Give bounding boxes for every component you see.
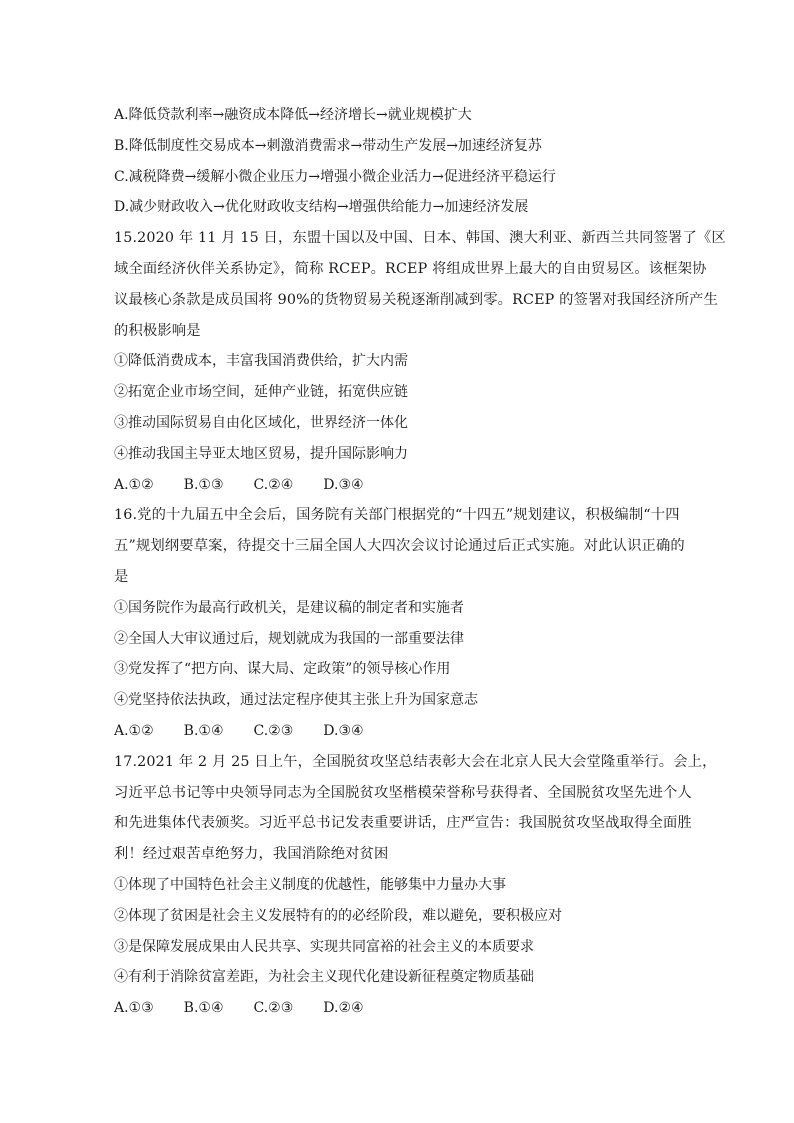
question-17: [114, 747, 717, 1024]
answer-choice-a: A.①②: [114, 722, 154, 739]
question-stem-line: 议最核心条款是成员国将 90%的货物贸易关税逐渐削减到零。RCEP 的签署对我国经济所产生: [114, 291, 719, 308]
question-stem-line: 16.党的十九届五中全会后，国务院有关部门根据党的“十四五”规划建议，积极编制“十四: [114, 507, 680, 524]
statement-item: ②拓宽企业市场空间，延伸产业链，拓宽供应链: [114, 384, 408, 401]
option-a: A.降低贷款利率→融资成本降低→经济增长→就业规模扩大: [114, 107, 472, 123]
answer-choice-c: C.②③: [253, 722, 294, 739]
option-d: D.减少财政收入→优化财政收支结构→增强供给能力→加速经济发展: [114, 199, 529, 216]
answer-choice-b: B.①④: [183, 1000, 224, 1017]
question-14-options: [114, 100, 684, 223]
statement-item: ③是保障发展成果由人民共享、实现共同富裕的社会主义的本质要求: [114, 938, 534, 955]
answer-choice-a: A.①③: [114, 1000, 154, 1017]
statement-item: ③推动国际贸易自由化区域化，世界经济一体化: [114, 414, 408, 431]
answer-choice-b: B.①④: [183, 722, 224, 739]
answer-choice-d: D.③④: [323, 722, 364, 739]
statement-item: ①体现了中国特色社会主义制度的优越性，能够集中力量办大事: [114, 876, 506, 893]
question-stem-line: 五”规划纲要草案，待提交十三届全国人大四次会议讨论通过后正式实施。对此认识正确的: [114, 538, 685, 555]
answer-choice-c: C.②④: [253, 476, 294, 493]
statement-item: ④推动我国主导亚太地区贸易，提升国际影响力: [114, 445, 408, 462]
statement-item: ④党坚持依法执政，通过法定程序使其主张上升为国家意志: [114, 692, 478, 709]
exam-page: [114, 100, 726, 1024]
answer-choice-d: D.②④: [323, 1000, 364, 1017]
statement-item: ②全国人大审议通过后，规划就成为我国的一部重要法律: [114, 630, 464, 647]
question-16: [114, 500, 684, 746]
question-stem-line: 的积极影响是: [114, 322, 201, 339]
answer-choices: [114, 993, 684, 1024]
option-b: B.降低制度性交易成本→刺激消费需求→带动生产发展→加速经济复苏: [114, 137, 542, 154]
question-stem-line: 域全面经济伙伴关系协定》，简称 RCEP。RCEP 将组成世界上最大的自由贸易区。该框架协: [114, 260, 707, 277]
answer-choice-b: B.①③: [183, 476, 224, 493]
answer-choice-a: A.①②: [114, 476, 154, 493]
answer-choices: [114, 716, 684, 747]
question-stem-line: 15.2020 年 11 月 15 日，东盟十国以及中国、日本、韩国、澳大利亚、新西兰共同签署了《区: [114, 230, 726, 247]
answer-choices: [114, 470, 684, 501]
question-stem-line: 习近平总书记等中央领导同志为全国脱贫攻坚楷模荣誉称号获得者、全国脱贫攻坚先进个人: [114, 784, 692, 801]
question-stem-line: 和先进集体代表颁奖。习近平总书记发表重要讲话，庄严宣告：我国脱贫攻坚战取得全面胜: [114, 815, 692, 832]
statement-item: ①国务院作为最高行政机关，是建议稿的制定者和实施者: [114, 599, 464, 616]
statement-item: ②体现了贫困是社会主义发展特有的的必经阶段，难以避免，要积极应对: [114, 907, 562, 924]
question-15: [114, 223, 726, 500]
answer-choice-d: D.③④: [323, 476, 364, 493]
question-stem-line: 是: [114, 568, 129, 585]
question-stem-line: 利！经过艰苦卓绝努力，我国消除绝对贫困: [114, 846, 389, 863]
statement-item: ①降低消费成本，丰富我国消费供给，扩大内需: [114, 353, 408, 370]
question-stem-line: 17.2021 年 2 月 25 日上午，全国脱贫攻坚总结表彰大会在北京人民大会堂隆重举行。会上，: [114, 753, 717, 770]
statement-item: ③党发挥了“把方向、谋大局、定政策”的领导核心作用: [114, 661, 451, 678]
option-c: C.减税降费→缓解小微企业压力→增强小微企业活力→促进经济平稳运行: [114, 168, 556, 185]
answer-choice-c: C.②③: [253, 1000, 294, 1017]
statement-item: ④有利于消除贫富差距，为社会主义现代化建设新征程奠定物质基础: [114, 969, 534, 986]
